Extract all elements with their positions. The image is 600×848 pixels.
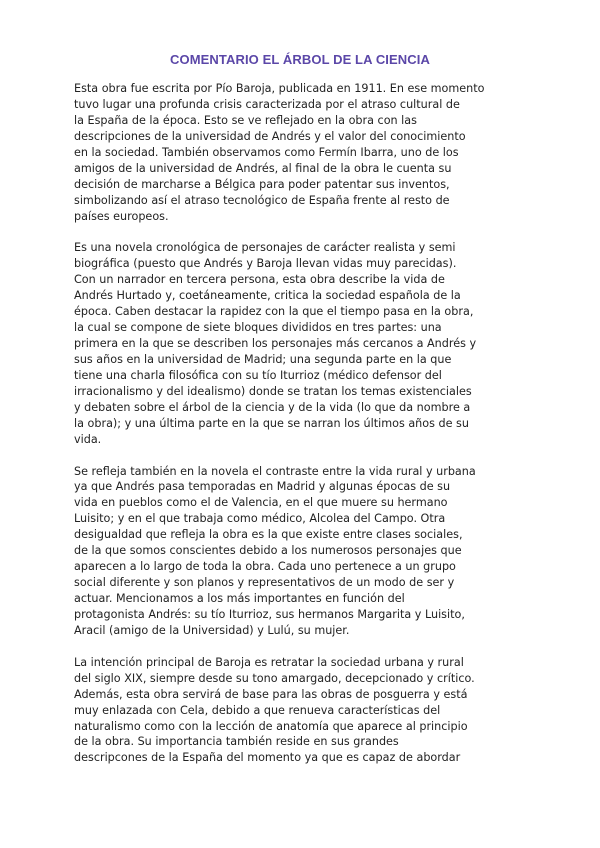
text-line: naturalismo como con la lección de anatomía que aparece al principio	[74, 719, 468, 733]
text-line: vida en pueblos como el de Valencia, en el que muere su hermano	[74, 496, 448, 510]
text-line: protagonista Andrés: su tío Iturrioz, sus hermanos Margarita y Luisito,	[74, 607, 465, 621]
text-line: de la que somos conscientes debido a los numerosos personajes que	[74, 544, 462, 558]
text-line: Con un narrador en tercera persona, esta obra describe la vida de	[74, 273, 445, 287]
text-line: Andrés Hurtado y, coetáneamente, critica la sociedad española de la	[74, 289, 461, 303]
text-line: la España de la época. Esto se ve reflejado en la obra con las	[74, 113, 417, 127]
text-line: Se refleja también en la novela el contraste entre la vida rural y urbana	[74, 464, 476, 478]
text-line: sus años en la universidad de Madrid; una segunda parte en la que	[74, 352, 452, 366]
text-line: Además, esta obra servirá de base para las obras de posguerra y está	[74, 687, 468, 701]
text-line: descripcones de la España del momento ya que es capaz de abordar	[74, 751, 461, 765]
text-line: la cual se compone de siete bloques divididos en tres partes: una	[74, 321, 442, 335]
text-line: amigos de la universidad de Andrés, al final de la obra le cuenta su	[74, 161, 452, 175]
text-line: biográfica (puesto que Andrés y Baroja llevan vidas muy parecidas).	[74, 257, 457, 271]
text-line: tuvo lugar una profunda crisis caracterizada por el atraso cultural de	[74, 97, 460, 111]
text-line: vida.	[74, 432, 102, 446]
text-line: actuar. Mencionamos a los más importantes en función del	[74, 592, 405, 605]
paragraph-3	[74, 464, 526, 639]
text-line: Es una novela cronológica de personajes de carácter realista y semi	[74, 241, 456, 255]
text-line: Aracil (amigo de la Universidad) y Lulú, su mujer.	[74, 623, 350, 637]
text-line: del siglo XIX, siempre desde su tono amargado, decepcionado y crítico.	[74, 671, 475, 685]
text-line: países europeos.	[74, 209, 169, 223]
text-line: primera en la que se describen los personajes más cercanos a Andrés y	[74, 337, 477, 350]
page-title: COMENTARIO EL ÁRBOL DE LA CIENCIA	[170, 52, 430, 67]
text-line: época. Caben destacar la rapidez con la que el tiempo pasa en la obra,	[74, 305, 474, 319]
text-line: desigualdad que refleja la obra es la que existe entre clases sociales,	[74, 528, 463, 542]
text-line: en la sociedad. También observamos como Fermín Ibarra, uno de los	[74, 145, 459, 159]
text-line: ya que Andrés pasa temporadas en Madrid y algunas épocas de su	[74, 480, 451, 494]
text-line: de la obra. Su importancia también reside en sus grandes	[74, 735, 399, 749]
text-line: Luisito; y en el que trabaja como médico, Alcolea del Campo. Otra	[74, 512, 446, 526]
text-line: La intención principal de Baroja es retratar la sociedad urbana y rural	[74, 655, 464, 669]
text-line: descripciones de la universidad de Andrés y el valor del conocimiento	[74, 129, 466, 143]
paragraph-2	[74, 240, 526, 447]
text-line: tiene una charla filosófica con su tío Iturrioz (médico defensor del	[74, 368, 442, 382]
text-line: simbolizando así el atraso tecnológico de España frente al resto de	[74, 193, 450, 207]
document-body	[74, 81, 526, 782]
text-line: la obra); y una última parte en la que se narran los últimos años de su	[74, 416, 469, 430]
text-line: irracionalismo y del idealismo) donde se tratan los temas existenciales	[74, 384, 472, 398]
paragraph-1	[74, 81, 526, 224]
text-line: Esta obra fue escrita por Pío Baroja, publicada en 1911. En ese momento	[74, 82, 485, 95]
text-line: social diferente y son planos y representativos de un modo de ser y	[74, 576, 455, 590]
paragraph-4	[74, 655, 526, 767]
text-line: aparecen a lo largo de toda la obra. Cada uno pertenece a un grupo	[74, 560, 456, 574]
text-line: decisión de marcharse a Bélgica para poder patentar sus inventos,	[74, 177, 450, 191]
text-line: y debaten sobre el árbol de la ciencia y de la vida (lo que da nombre a	[74, 400, 471, 414]
text-line: muy enlazada con Cela, debido a que renueva características del	[74, 703, 441, 717]
